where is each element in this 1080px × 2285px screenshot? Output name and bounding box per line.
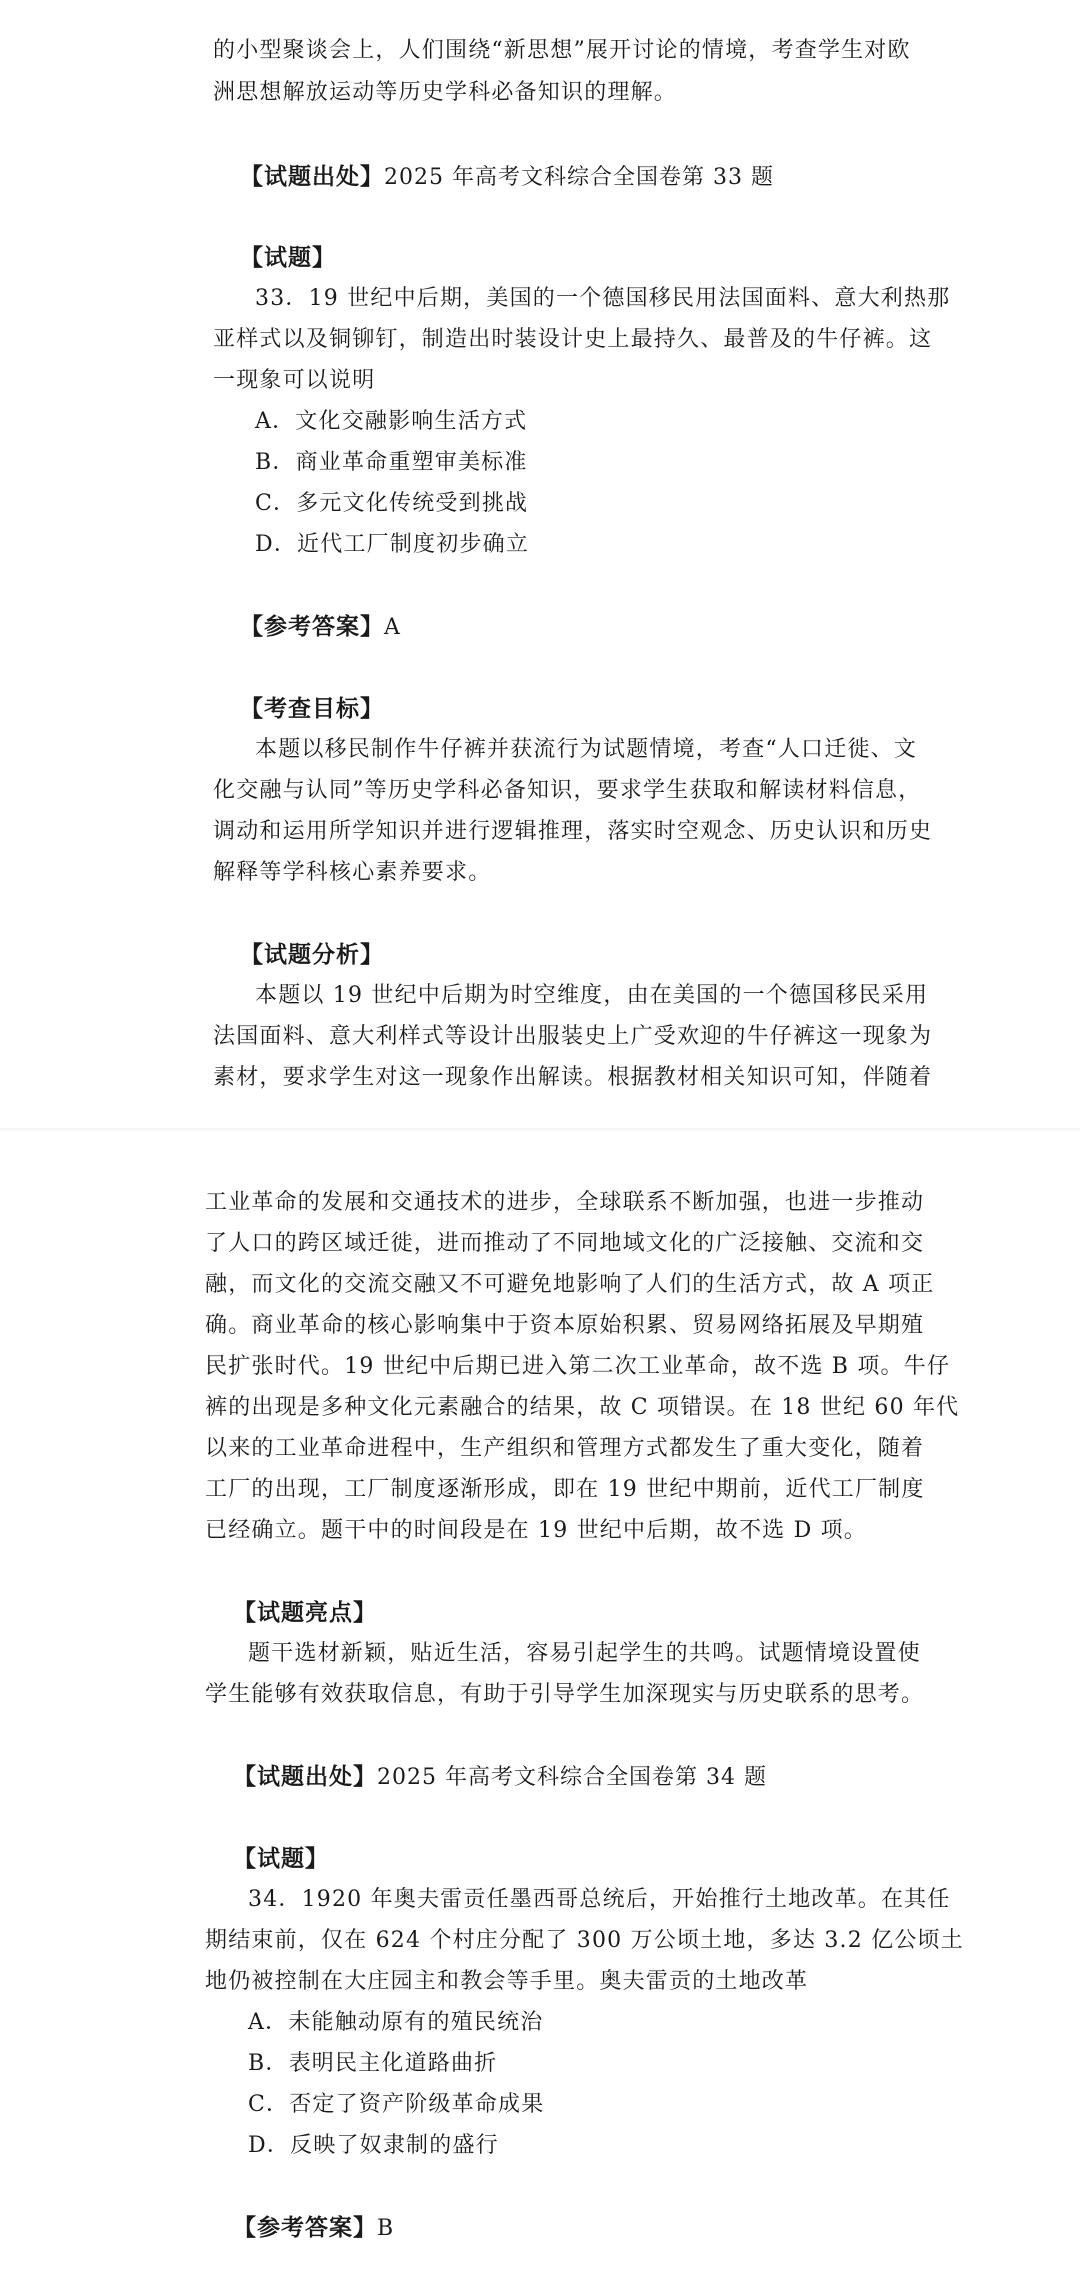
q33-option-a: A．文化交融影响生活方式 <box>255 409 528 434</box>
q34-answer-heading <box>233 2213 394 2244</box>
q33-answer-value: A <box>384 615 401 640</box>
q33-option-c: C．多元文化传统受到挑战 <box>255 491 529 516</box>
q34-option-a: A．未能触动原有的殖民统治 <box>248 2010 544 2035</box>
q33-highlight-heading: 【试题亮点】 <box>233 1600 377 1626</box>
q33-source-heading <box>240 162 774 193</box>
q34-answer-value: B <box>377 2216 395 2241</box>
page-stitch-shadow <box>0 1128 1080 1132</box>
q34-answer-label: 【参考答案】 <box>233 2215 377 2241</box>
q33-stem-line-2: 亚样式以及铜铆钉，制造出时装设计史上最持久、最普及的牛仔裤。这 <box>213 327 933 352</box>
page-stitch-gap <box>0 1128 1080 1166</box>
q33-highlight-line-2: 学生能够有效获取信息，有助于引导学生加深现实与历史联系的思考。 <box>205 1682 925 1707</box>
q34-stem-line-2: 期结束前，仅在 624 个村庄分配了 300 万公顷土地，多达 3.2 亿公顷土 <box>205 1928 964 1953</box>
q33-analysis-line-9: 裤的出现是多种文化元素融合的结果，故 C 项错误。在 18 世纪 60 年代 <box>205 1395 960 1420</box>
q33-analysis-line-11: 工厂的出现，工厂制度逐渐形成，即在 19 世纪中期前，近代工厂制度 <box>205 1477 925 1502</box>
intro-line-1: 的小型聚谈会上，人们围绕“新思想”展开讨论的情境，考查学生对欧 <box>213 38 911 63</box>
q33-stem-line-3: 一现象可以说明 <box>213 368 376 393</box>
q34-stem-line-1: 34．1920 年奥夫雷贡任墨西哥总统后，开始推行土地改革。在其任 <box>248 1887 951 1912</box>
q34-question-heading: 【试题】 <box>233 1846 329 1872</box>
q33-analysis-line-3: 素材，要求学生对这一现象作出解读。根据教材相关知识可知，伴随着 <box>213 1065 933 1090</box>
q33-goal-line-1: 本题以移民制作牛仔裤并获流行为试题情境，考查“人口迁徙、文 <box>255 737 918 762</box>
q33-goal-line-3: 调动和运用所学知识并进行逻辑推理，落实时空观念、历史认识和历史 <box>213 819 933 844</box>
q33-analysis-line-4: 工业革命的发展和交通技术的进步，全球联系不断加强，也进一步推动 <box>205 1190 925 1215</box>
q34-source-label: 【试题出处】 <box>233 1764 377 1790</box>
q33-stem-line-1: 33．19 世纪中后期，美国的一个德国移民用法国面料、意大利热那 <box>255 286 951 311</box>
q33-analysis-line-12: 已经确立。题干中的时间段是在 19 世纪中后期，故不选 D 项。 <box>205 1518 868 1543</box>
q33-goal-heading: 【考查目标】 <box>240 696 384 722</box>
q33-source-label: 【试题出处】 <box>240 164 384 190</box>
q33-highlight-line-1: 题干选材新颖，贴近生活，容易引起学生的共鸣。试题情境设置使 <box>248 1641 921 1666</box>
q33-source-text: 2025 年高考文科综合全国卷第 33 题 <box>384 165 774 190</box>
q33-goal-line-2: 化交融与认同”等历史学科必备知识，要求学生获取和解读材料信息， <box>213 778 922 803</box>
q33-analysis-line-1: 本题以 19 世纪中后期为时空维度，由在美国的一个德国移民采用 <box>255 983 929 1008</box>
q33-analysis-line-5: 了人口的跨区域迁徙，进而推动了不同地域文化的广泛接触、交流和交 <box>205 1231 925 1256</box>
q34-option-d: D．反映了奴隶制的盛行 <box>248 2133 499 2158</box>
q34-option-c: C．否定了资产阶级革命成果 <box>248 2092 545 2117</box>
q33-question-heading: 【试题】 <box>240 245 336 271</box>
q33-goal-line-4: 解释等学科核心素养要求。 <box>213 860 492 885</box>
q33-analysis-line-10: 以来的工业革命进程中，生产组织和管理方式都发生了重大变化，随着 <box>205 1436 925 1461</box>
q34-source-text: 2025 年高考文科综合全国卷第 34 题 <box>377 1765 767 1790</box>
q33-analysis-line-2: 法国面料、意大利样式等设计出服装史上广受欢迎的牛仔裤这一现象为 <box>213 1024 933 1049</box>
intro-line-2: 洲思想解放运动等历史学科必备知识的理解。 <box>213 80 678 105</box>
q33-option-d: D．近代工厂制度初步确立 <box>255 532 530 557</box>
q34-stem-line-3: 地仍被控制在大庄园主和教会等手里。奥夫雷贡的土地改革 <box>205 1969 809 1994</box>
q33-analysis-line-7: 确。商业革命的核心影响集中于资本原始积累、贸易网络拓展及早期殖 <box>205 1313 925 1338</box>
q33-analysis-line-6: 融，而文化的交流交融又不可避免地影响了人们的生活方式，故 A 项正 <box>205 1272 935 1297</box>
q33-analysis-heading: 【试题分析】 <box>240 942 384 968</box>
q33-option-b: B．商业革命重塑审美标准 <box>255 450 528 475</box>
q33-answer-heading <box>240 612 401 643</box>
q33-analysis-line-8: 民扩张时代。19 世纪中后期已进入第二次工业革命，故不选 B 项。牛仔 <box>205 1354 951 1379</box>
q33-answer-label: 【参考答案】 <box>240 614 384 640</box>
q34-source-heading <box>233 1762 767 1793</box>
q34-option-b: B．表明民主化道路曲折 <box>248 2051 498 2076</box>
